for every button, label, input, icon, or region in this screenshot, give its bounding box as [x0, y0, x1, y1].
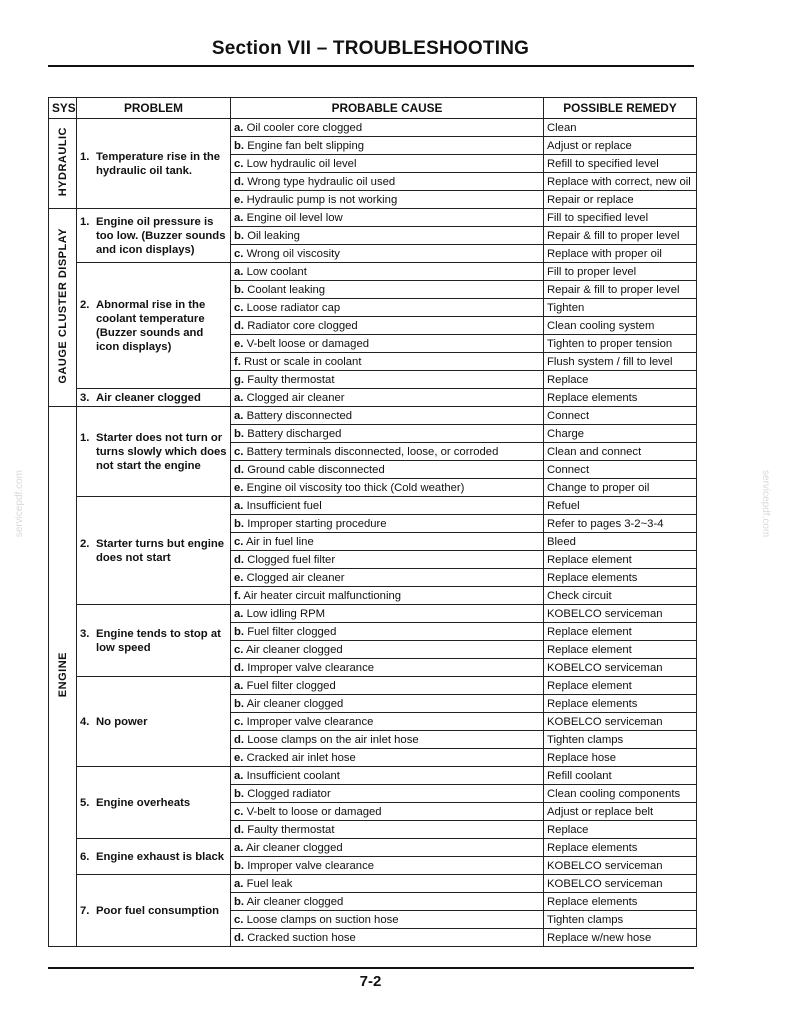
remedy-cell: Charge [544, 425, 697, 443]
problem-text: Abnormal rise in the coolant temperature (Buzzer sounds and icon displays) [96, 299, 206, 353]
problem-number: 1. [80, 216, 90, 228]
cause-cell [231, 137, 544, 155]
cause-text: Hydraulic pump is not working [246, 194, 398, 206]
system-label: HYDRAULIC [56, 127, 69, 197]
cause-cell [231, 227, 544, 245]
cause-text: Radiator core clogged [247, 320, 358, 332]
cause-letter: b. [234, 230, 245, 242]
cause-cell [231, 587, 544, 605]
remedy-cell: Replace w/new hose [544, 929, 697, 947]
cause-letter: a. [234, 212, 244, 224]
cause-text: Improper valve clearance [247, 662, 375, 674]
remedy-cell: Check circuit [544, 587, 697, 605]
system-label: ENGINE [56, 652, 69, 698]
problem-number: 2. [80, 538, 90, 550]
cause-cell [231, 695, 544, 713]
cause-letter: a. [234, 842, 244, 854]
remedy-cell: Replace with correct, new oil [544, 173, 697, 191]
cause-letter: b. [234, 860, 245, 872]
remedy-cell: Replace [544, 371, 697, 389]
cause-letter: b. [234, 698, 245, 710]
cause-letter: c. [234, 716, 244, 728]
problem-number: 1. [80, 151, 90, 163]
remedy-cell: Tighten clamps [544, 731, 697, 749]
cause-letter: e. [234, 752, 244, 764]
cause-text: Wrong type hydraulic oil used [247, 176, 396, 188]
troubleshooting-table [48, 97, 697, 947]
remedy-cell: Adjust or replace belt [544, 803, 697, 821]
page-number: 7-2 [359, 973, 382, 990]
problem-text: Starter does not turn or turns slowly which does not start the engine [96, 432, 227, 472]
problem-cell [77, 209, 231, 263]
problem-wrap [80, 215, 227, 257]
cause-cell [231, 767, 544, 785]
cause-letter: c. [234, 446, 244, 458]
remedy-cell: Connect [544, 407, 697, 425]
problem-number: 6. [80, 851, 90, 863]
remedy-cell: Replace element [544, 623, 697, 641]
problem-cell [77, 119, 231, 209]
cause-text: V-belt to loose or damaged [246, 806, 382, 818]
remedy-cell: Tighten [544, 299, 697, 317]
cause-cell [231, 119, 544, 137]
table-body [49, 119, 697, 947]
cause-cell [231, 623, 544, 641]
cause-cell [231, 425, 544, 443]
cause-letter: a. [234, 500, 244, 512]
cause-cell [231, 533, 544, 551]
cause-text: Loose clamps on the air inlet hose [247, 734, 419, 746]
remedy-cell: KOBELCO serviceman [544, 605, 697, 623]
cause-text: Battery discharged [247, 428, 342, 440]
cause-text: Battery disconnected [246, 410, 353, 422]
cause-text: Fuel leak [246, 878, 293, 890]
remedy-cell: Flush system / fill to level [544, 353, 697, 371]
cause-letter: e. [234, 194, 244, 206]
problem-cell [77, 263, 231, 389]
cause-letter: b. [234, 284, 245, 296]
table-row [49, 209, 697, 227]
cause-text: Clogged fuel filter [247, 554, 336, 566]
remedy-cell: Tighten to proper tension [544, 335, 697, 353]
system-cell [49, 209, 77, 407]
cause-cell [231, 479, 544, 497]
cause-cell [231, 191, 544, 209]
problem-text: Engine overheats [96, 797, 191, 809]
cause-text: Improper valve clearance [247, 860, 375, 872]
cause-cell [231, 659, 544, 677]
remedy-cell: Replace element [544, 641, 697, 659]
cause-text: Cracked suction hose [247, 932, 356, 944]
remedy-cell: Refill to specified level [544, 155, 697, 173]
problem-cell [77, 767, 231, 839]
cause-cell [231, 605, 544, 623]
cause-text: Loose radiator cap [246, 302, 341, 314]
cause-letter: a. [234, 770, 244, 782]
cause-letter: b. [234, 518, 245, 530]
problem-wrap [80, 537, 227, 565]
remedy-cell: Repair & fill to proper level [544, 281, 697, 299]
problem-wrap [80, 431, 227, 473]
problem-cell [77, 407, 231, 497]
problem-wrap [80, 904, 227, 918]
cause-letter: a. [234, 410, 244, 422]
remedy-cell: Replace element [544, 551, 697, 569]
remedy-cell: Repair or replace [544, 191, 697, 209]
remedy-cell: Change to proper oil [544, 479, 697, 497]
cause-cell [231, 731, 544, 749]
cause-text: Insufficient fuel [246, 500, 322, 512]
remedy-cell: Clean and connect [544, 443, 697, 461]
cause-letter: f. [234, 356, 241, 368]
problem-wrap [80, 150, 227, 178]
cause-cell [231, 569, 544, 587]
cause-letter: c. [234, 914, 244, 926]
cause-letter: c. [234, 248, 244, 260]
cause-letter: c. [234, 158, 244, 170]
cause-letter: d. [234, 554, 245, 566]
cause-cell [231, 389, 544, 407]
cause-cell [231, 407, 544, 425]
problem-text: Poor fuel consumption [96, 905, 220, 917]
table-header-row [49, 98, 697, 119]
cause-letter: d. [234, 932, 245, 944]
remedy-cell: Replace elements [544, 389, 697, 407]
cause-letter: a. [234, 680, 244, 692]
cause-text: Air in fuel line [245, 536, 314, 548]
remedy-cell: Refuel [544, 497, 697, 515]
remedy-cell: Adjust or replace [544, 137, 697, 155]
cause-cell [231, 371, 544, 389]
cause-cell [231, 857, 544, 875]
cause-text: Coolant leaking [247, 284, 326, 296]
watermark-right: servicepdf.com [760, 470, 771, 538]
cause-text: Rust or scale in coolant [244, 356, 362, 368]
cause-cell [231, 803, 544, 821]
remedy-cell: KOBELCO serviceman [544, 875, 697, 893]
system-label: GAUGE CLUSTER DISPLAY [56, 228, 69, 384]
cause-letter: e. [234, 482, 244, 494]
problem-text: Air cleaner clogged [96, 392, 201, 404]
remedy-cell: Clean [544, 119, 697, 137]
cause-text: V-belt loose or damaged [246, 338, 370, 350]
cause-letter: d. [234, 320, 245, 332]
problem-cell [77, 875, 231, 947]
cause-cell [231, 155, 544, 173]
remedy-cell: Replace element [544, 677, 697, 695]
cause-letter: f. [234, 590, 241, 602]
problem-text: Engine tends to stop at low speed [96, 628, 221, 654]
system-cell [49, 407, 77, 947]
table-row [49, 497, 697, 515]
cause-letter: a. [234, 392, 244, 404]
cause-cell [231, 461, 544, 479]
cause-text: Faulty thermostat [247, 824, 335, 836]
title-rule [48, 65, 694, 67]
problem-text: Starter turns but engine does not start [96, 538, 225, 564]
cause-text: Battery terminals disconnected, loose, or corroded [246, 446, 499, 458]
cause-cell [231, 641, 544, 659]
problem-cell [77, 605, 231, 677]
cause-cell [231, 677, 544, 695]
problem-cell [77, 389, 231, 407]
remedy-cell: Bleed [544, 533, 697, 551]
cause-text: Oil cooler core clogged [246, 122, 363, 134]
cause-text: Air cleaner clogged [246, 698, 344, 710]
cause-letter: d. [234, 734, 245, 746]
cause-letter: c. [234, 806, 244, 818]
cause-letter: c. [234, 644, 244, 656]
cause-letter: a. [234, 122, 244, 134]
remedy-cell: Fill to specified level [544, 209, 697, 227]
cause-letter: d. [234, 176, 245, 188]
header-cause: PROBABLE CAUSE [231, 98, 544, 119]
table-row [49, 263, 697, 281]
cause-cell [231, 173, 544, 191]
remedy-cell: Refill coolant [544, 767, 697, 785]
problem-number: 1. [80, 432, 90, 444]
cause-text: Low coolant [246, 266, 307, 278]
system-cell [49, 119, 77, 209]
problem-wrap [80, 627, 227, 655]
cause-text: Engine oil viscosity too thick (Cold weather) [246, 482, 465, 494]
remedy-cell: Repair & fill to proper level [544, 227, 697, 245]
cause-cell [231, 749, 544, 767]
table-row [49, 119, 697, 137]
header-problem: PROBLEM [77, 98, 231, 119]
problem-cell [77, 497, 231, 605]
cause-text: Engine fan belt slipping [247, 140, 365, 152]
remedy-cell: Clean cooling components [544, 785, 697, 803]
cause-cell [231, 875, 544, 893]
cause-cell [231, 911, 544, 929]
remedy-cell: Replace [544, 821, 697, 839]
problem-wrap [80, 391, 227, 405]
cause-letter: d. [234, 662, 245, 674]
problem-wrap [80, 850, 227, 864]
page-title: Section VII – TROUBLESHOOTING [211, 38, 530, 59]
cause-text: Loose clamps on suction hose [246, 914, 399, 926]
cause-text: Fuel filter clogged [247, 626, 337, 638]
watermark-left: servicepdf.com [14, 470, 25, 538]
cause-text: Engine oil level low [246, 212, 343, 224]
problem-cell [77, 677, 231, 767]
cause-text: Air cleaner clogged [245, 842, 343, 854]
cause-letter: e. [234, 338, 244, 350]
problem-wrap [80, 298, 227, 354]
problem-number: 3. [80, 392, 90, 404]
cause-cell [231, 497, 544, 515]
header-sys: SYS [49, 98, 77, 119]
cause-cell [231, 281, 544, 299]
problem-text: No power [96, 716, 148, 728]
problem-number: 3. [80, 628, 90, 640]
cause-text: Clogged radiator [247, 788, 331, 800]
cause-text: Oil leaking [247, 230, 300, 242]
problem-number: 2. [80, 299, 90, 311]
cause-text: Clogged air cleaner [246, 572, 345, 584]
remedy-cell: Replace elements [544, 695, 697, 713]
cause-text: Low idling RPM [246, 608, 326, 620]
table-row [49, 605, 697, 623]
cause-cell [231, 929, 544, 947]
remedy-cell: KOBELCO serviceman [544, 713, 697, 731]
cause-text: Faulty thermostat [247, 374, 335, 386]
cause-text: Air cleaner clogged [245, 644, 343, 656]
problem-cell [77, 839, 231, 875]
table-row [49, 677, 697, 695]
remedy-cell: Tighten clamps [544, 911, 697, 929]
remedy-cell: Replace hose [544, 749, 697, 767]
cause-letter: d. [234, 464, 245, 476]
cause-letter: c. [234, 536, 244, 548]
cause-cell [231, 515, 544, 533]
cause-text: Air cleaner clogged [246, 896, 344, 908]
problem-wrap [80, 796, 227, 810]
cause-text: Cracked air inlet hose [246, 752, 356, 764]
problem-number: 7. [80, 905, 90, 917]
cause-cell [231, 353, 544, 371]
remedy-cell: Replace elements [544, 893, 697, 911]
table-row [49, 839, 697, 857]
cause-letter: a. [234, 266, 244, 278]
cause-text: Insufficient coolant [246, 770, 340, 782]
cause-letter: b. [234, 626, 245, 638]
remedy-cell: KOBELCO serviceman [544, 857, 697, 875]
cause-text: Improper valve clearance [246, 716, 374, 728]
cause-cell [231, 317, 544, 335]
cause-cell [231, 443, 544, 461]
remedy-cell: Replace elements [544, 839, 697, 857]
remedy-cell: KOBELCO serviceman [544, 659, 697, 677]
problem-text: Engine exhaust is black [96, 851, 225, 863]
problem-number: 5. [80, 797, 90, 809]
table-row [49, 767, 697, 785]
cause-text: Ground cable disconnected [247, 464, 385, 476]
cause-cell [231, 263, 544, 281]
remedy-cell: Fill to proper level [544, 263, 697, 281]
cause-letter: g. [234, 374, 245, 386]
cause-letter: e. [234, 572, 244, 584]
cause-text: Fuel filter clogged [246, 680, 336, 692]
cause-text: Improper starting procedure [247, 518, 387, 530]
cause-letter: b. [234, 896, 245, 908]
cause-cell [231, 209, 544, 227]
cause-cell [231, 839, 544, 857]
cause-letter: a. [234, 878, 244, 890]
cause-text: Wrong oil viscosity [246, 248, 340, 260]
footer-rule [48, 967, 694, 969]
header-remedy: POSSIBLE REMEDY [544, 98, 697, 119]
cause-letter: d. [234, 824, 245, 836]
cause-cell [231, 299, 544, 317]
cause-text: Low hydraulic oil level [246, 158, 357, 170]
table-row [49, 389, 697, 407]
problem-wrap [80, 715, 227, 729]
cause-letter: b. [234, 428, 245, 440]
table-row [49, 407, 697, 425]
cause-letter: a. [234, 608, 244, 620]
remedy-cell: Connect [544, 461, 697, 479]
problem-number: 4. [80, 716, 90, 728]
cause-text: Air heater circuit malfunctioning [243, 590, 402, 602]
cause-letter: c. [234, 302, 244, 314]
remedy-cell: Refer to pages 3-2~3-4 [544, 515, 697, 533]
cause-cell [231, 335, 544, 353]
cause-cell [231, 551, 544, 569]
cause-cell [231, 713, 544, 731]
cause-text: Clogged air cleaner [246, 392, 345, 404]
remedy-cell: Replace elements [544, 569, 697, 587]
cause-letter: b. [234, 788, 245, 800]
cause-cell [231, 893, 544, 911]
remedy-cell: Replace with proper oil [544, 245, 697, 263]
table-row [49, 875, 697, 893]
problem-text: Temperature rise in the hydraulic oil tank. [96, 151, 221, 177]
cause-cell [231, 821, 544, 839]
cause-letter: b. [234, 140, 245, 152]
problem-text: Engine oil pressure is too low. (Buzzer sounds and icon displays) [96, 216, 226, 256]
remedy-cell: Clean cooling system [544, 317, 697, 335]
cause-cell [231, 245, 544, 263]
cause-cell [231, 785, 544, 803]
